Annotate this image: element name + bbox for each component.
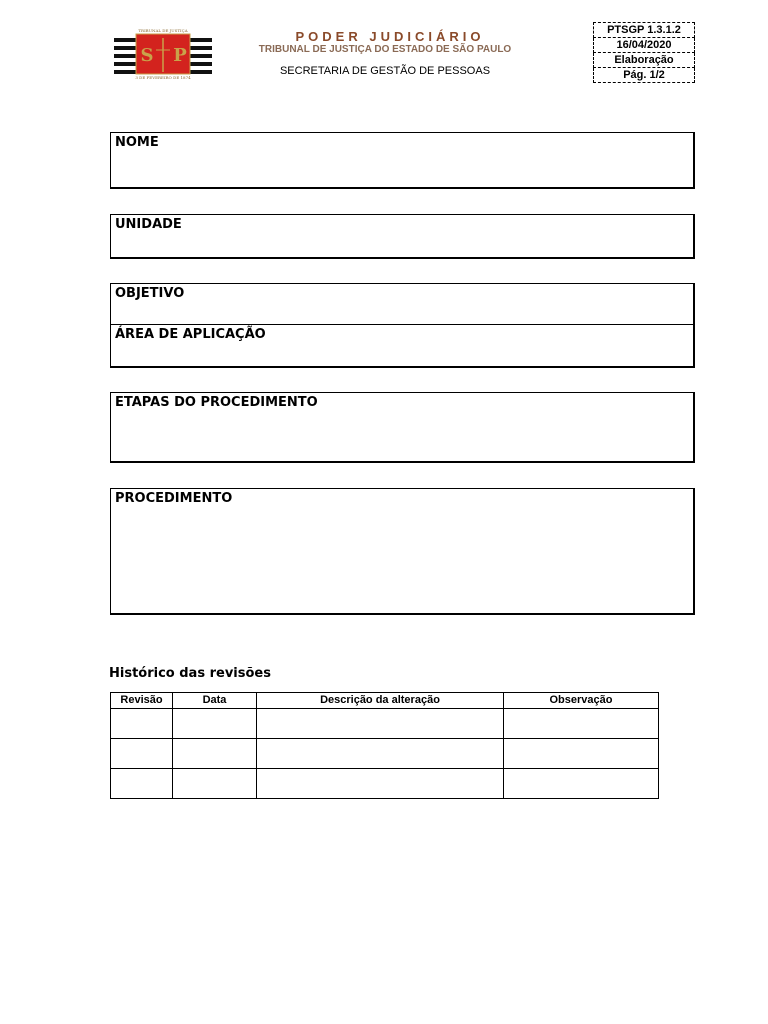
logo-letter-p: P [173, 45, 187, 66]
table-cell[interactable] [504, 769, 659, 799]
etapas-label: ETAPAS DO PROCEDIMENTO [115, 395, 318, 410]
doc-code: PTSGP 1.3.1.2 [594, 23, 695, 38]
coat-of-arms-icon [114, 28, 212, 80]
table-cell[interactable] [111, 739, 173, 769]
doc-page: Pág. 1/2 [594, 68, 695, 83]
doc-date: 16/04/2020 [594, 38, 695, 53]
table-cell[interactable] [257, 739, 504, 769]
table-cell[interactable] [257, 709, 504, 739]
area-aplicacao-field[interactable] [111, 324, 693, 366]
logo-letter-s: S [140, 45, 154, 66]
doc-stage: Elaboração [594, 53, 695, 68]
revision-history-table [110, 692, 659, 799]
table-row [111, 769, 659, 799]
col-descricao: Descrição da alteração [257, 693, 504, 709]
document-meta-table [593, 22, 695, 83]
unidade-label: UNIDADE [115, 217, 182, 232]
table-cell[interactable] [173, 709, 257, 739]
table-cell[interactable] [504, 709, 659, 739]
etapas-field[interactable] [110, 392, 695, 463]
nome-field[interactable] [110, 132, 695, 189]
table-row [111, 709, 659, 739]
table-cell[interactable] [111, 769, 173, 799]
col-observacao: Observação [504, 693, 659, 709]
table-row [111, 739, 659, 769]
logo-bottom-text: 3 DE FEVEREIRO DE 1874 [135, 75, 191, 80]
objetivo-area-group [110, 283, 695, 368]
table-cell[interactable] [173, 769, 257, 799]
revision-history-title: Histórico das revisões [109, 666, 271, 681]
header-subtitle: TRIBUNAL DE JUSTIÇA DO ESTADO DE SÃO PAULO [258, 44, 512, 55]
area-aplicacao-label: ÁREA DE APLICAÇÃO [115, 327, 266, 342]
table-cell[interactable] [257, 769, 504, 799]
table-cell[interactable] [504, 739, 659, 769]
objetivo-field[interactable] [111, 284, 693, 324]
col-revisao: Revisão [111, 693, 173, 709]
table-header-row [111, 693, 659, 709]
unidade-field[interactable] [110, 214, 695, 259]
table-cell[interactable] [111, 709, 173, 739]
table-cell[interactable] [173, 739, 257, 769]
tjsp-logo [114, 28, 212, 80]
procedimento-label: PROCEDIMENTO [115, 491, 233, 506]
nome-label: NOME [115, 135, 159, 150]
objetivo-label: OBJETIVO [115, 286, 185, 301]
header-department: SECRETARIA DE GESTÃO DE PESSOAS [279, 65, 491, 77]
procedimento-field[interactable] [110, 488, 695, 615]
logo-top-text: TRIBUNAL DE JUSTIÇA [138, 28, 188, 33]
header-title: PODER JUDICIÁRIO [295, 29, 485, 44]
col-data: Data [173, 693, 257, 709]
